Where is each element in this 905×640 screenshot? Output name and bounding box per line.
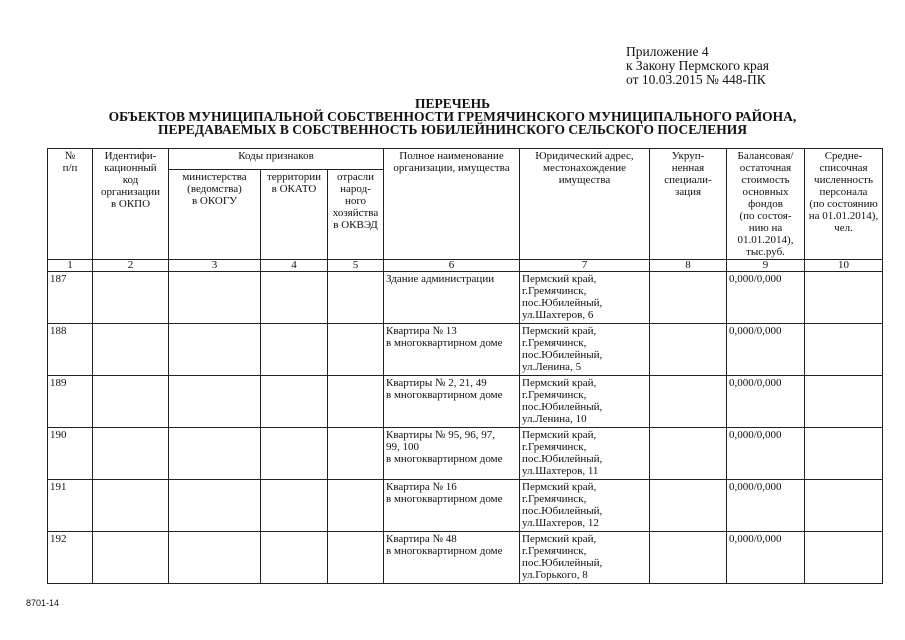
column-number: 4: [261, 260, 328, 272]
property-name: Квартира № 16 в многоквартирном доме: [384, 480, 520, 532]
specialization-cell: [650, 532, 727, 584]
column-number: 9: [727, 260, 805, 272]
property-name: Здание администрации: [384, 272, 520, 324]
header-codes: Коды признаков: [169, 149, 384, 170]
okved-cell: [328, 428, 384, 480]
okogu-cell: [169, 324, 261, 376]
header-staff: Средне- списочная численность персонала (по состоянию на 01.01.2014), чел.: [805, 149, 883, 260]
row-number: 189: [48, 376, 93, 428]
staff-cell: [805, 272, 883, 324]
column-number: 5: [328, 260, 384, 272]
specialization-cell: [650, 376, 727, 428]
column-number: 3: [169, 260, 261, 272]
header-balance: Балансовая/ остаточная стоимость основных фондов (по состоя- нию на 01.01.2014), тыс.руб.: [727, 149, 805, 260]
header-name: Полное наименование организации, имущества: [384, 149, 520, 260]
row-number: 191: [48, 480, 93, 532]
okpo-cell: [93, 532, 169, 584]
okato-cell: [261, 272, 328, 324]
okved-cell: [328, 272, 384, 324]
header-address: Юридический адрес, местонахождение имущества: [520, 149, 650, 260]
balance-value: 0,000/0,000: [727, 324, 805, 376]
heading-line-3: ПЕРЕДАВАЕМЫХ В СОБСТВЕННОСТЬ ЮБИЛЕЙНИНСКОГО СЕЛЬСКОГО ПОСЕЛЕНИЯ: [158, 122, 747, 137]
annex-line-1: Приложение 4: [626, 44, 709, 59]
column-number: 7: [520, 260, 650, 272]
specialization-cell: [650, 272, 727, 324]
column-number: 2: [93, 260, 169, 272]
staff-cell: [805, 532, 883, 584]
balance-value: 0,000/0,000: [727, 272, 805, 324]
balance-value: 0,000/0,000: [727, 428, 805, 480]
table-row: [48, 428, 883, 480]
header-row: [48, 149, 883, 170]
table-row: [48, 272, 883, 324]
row-number: 192: [48, 532, 93, 584]
okogu-cell: [169, 272, 261, 324]
table-row: [48, 324, 883, 376]
okogu-cell: [169, 428, 261, 480]
staff-cell: [805, 480, 883, 532]
property-name: Квартиры № 95, 96, 97, 99, 100 в многоквартирном доме: [384, 428, 520, 480]
property-address: Пермский край, г.Гремячинск, пос.Юбилейный, ул.Шахтеров, 11: [520, 428, 650, 480]
property-name: Квартиры № 2, 21, 49 в многоквартирном доме: [384, 376, 520, 428]
staff-cell: [805, 376, 883, 428]
okogu-cell: [169, 532, 261, 584]
okpo-cell: [93, 272, 169, 324]
column-number-row: [48, 260, 883, 272]
balance-value: 0,000/0,000: [727, 532, 805, 584]
footer-code: 8701-14: [26, 598, 60, 608]
balance-value: 0,000/0,000: [727, 480, 805, 532]
header-okved: отрасли народ- ного хозяйства в ОКВЭД: [328, 170, 384, 260]
header-specialization: Укруп- ненная специали- зация: [650, 149, 727, 260]
row-number: 190: [48, 428, 93, 480]
property-name: Квартира № 48 в многоквартирном доме: [384, 532, 520, 584]
header-okpo: Идентифи- кационный код организации в ОКПО: [93, 149, 169, 260]
property-table: [47, 148, 883, 584]
balance-value: 0,000/0,000: [727, 376, 805, 428]
table-row: [48, 532, 883, 584]
column-number: 1: [48, 260, 93, 272]
specialization-cell: [650, 428, 727, 480]
okogu-cell: [169, 480, 261, 532]
table-row: [48, 480, 883, 532]
row-number: 188: [48, 324, 93, 376]
property-address: Пермский край, г.Гремячинск, пос.Юбилейный, ул.Горького, 8: [520, 532, 650, 584]
column-number: 8: [650, 260, 727, 272]
column-number: 10: [805, 260, 883, 272]
okved-cell: [328, 376, 384, 428]
property-address: Пермский край, г.Гремячинск, пос.Юбилейный, ул.Ленина, 5: [520, 324, 650, 376]
okved-cell: [328, 324, 384, 376]
header-okato: территории в ОКАТО: [261, 170, 328, 260]
okato-cell: [261, 428, 328, 480]
okato-cell: [261, 532, 328, 584]
okogu-cell: [169, 376, 261, 428]
okato-cell: [261, 324, 328, 376]
okpo-cell: [93, 376, 169, 428]
document-heading: [0, 97, 905, 136]
staff-cell: [805, 324, 883, 376]
specialization-cell: [650, 480, 727, 532]
heading-line-1: ПЕРЕЧЕНЬ: [414, 96, 491, 111]
annex-note: [626, 45, 769, 87]
property-address: Пермский край, г.Гремячинск, пос.Юбилейный, ул.Шахтеров, 12: [520, 480, 650, 532]
heading-line-2: ОБЪЕКТОВ МУНИЦИПАЛЬНОЙ СОБСТВЕННОСТИ ГРЕМЯЧИНСКОГО МУНИЦИПАЛЬНОГО РАЙОНА,: [108, 109, 797, 124]
property-address: Пермский край, г.Гремячинск, пос.Юбилейный, ул.Шахтеров, 6: [520, 272, 650, 324]
row-number: 187: [48, 272, 93, 324]
okato-cell: [261, 480, 328, 532]
table-row: [48, 376, 883, 428]
okpo-cell: [93, 480, 169, 532]
specialization-cell: [650, 324, 727, 376]
okved-cell: [328, 532, 384, 584]
okved-cell: [328, 480, 384, 532]
okpo-cell: [93, 428, 169, 480]
header-okogu: министерства (ведомства) в ОКОГУ: [169, 170, 261, 260]
property-address: Пермский край, г.Гремячинск, пос.Юбилейный, ул.Ленина, 10: [520, 376, 650, 428]
okpo-cell: [93, 324, 169, 376]
header-num: № п/п: [48, 149, 93, 260]
okato-cell: [261, 376, 328, 428]
column-number: 6: [384, 260, 520, 272]
annex-line-3: от 10.03.2015 № 448-ПК: [626, 72, 766, 87]
staff-cell: [805, 428, 883, 480]
annex-line-2: к Закону Пермского края: [626, 58, 769, 73]
property-name: Квартира № 13 в многоквартирном доме: [384, 324, 520, 376]
